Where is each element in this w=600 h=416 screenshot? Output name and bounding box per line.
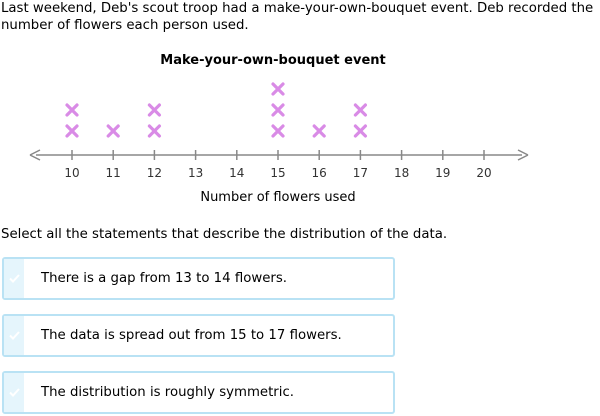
tick-label: 17 [352, 166, 369, 180]
option-label: The data is spread out from 15 to 17 flowers. [41, 328, 342, 343]
tick-label: 12 [146, 166, 163, 180]
x-mark [273, 126, 283, 136]
check-icon [4, 316, 24, 355]
option-spread-15-17[interactable] [2, 314, 395, 357]
x-mark [108, 126, 118, 136]
option-gap-13-14[interactable] [2, 257, 395, 300]
x-mark [355, 105, 365, 115]
x-mark [355, 126, 365, 136]
question-text: Select all the statements that describe the distribution of the data. [1, 227, 448, 242]
tick-label: 14 [229, 166, 245, 180]
tick-label: 11 [105, 166, 121, 180]
x-mark [67, 126, 77, 136]
intro-text: Last weekend, Deb's scout troop had a make-your-own-bouquet event. Deb recorded the number of flowers each person used. [1, 1, 594, 33]
tick-label: 16 [311, 166, 327, 180]
x-mark [67, 105, 77, 115]
tick-label: 20 [476, 166, 492, 180]
plot-marks [67, 84, 365, 136]
tick-label: 10 [64, 166, 80, 180]
option-label: There is a gap from 13 to 14 flowers. [41, 271, 288, 286]
chart-title: Make-your-own-bouquet event [160, 53, 386, 68]
tick-label: 15 [270, 166, 286, 180]
tick-label: 19 [435, 166, 451, 180]
option-roughly-symmetric[interactable] [2, 371, 395, 414]
x-axis-label: Number of flowers used [200, 190, 356, 205]
x-mark [149, 126, 159, 136]
tick-label: 18 [393, 166, 410, 180]
x-mark [314, 126, 324, 136]
x-mark [273, 105, 283, 115]
option-label: The distribution is roughly symmetric. [41, 385, 294, 400]
dot-plot [0, 45, 600, 215]
tick-label: 13 [187, 166, 204, 180]
check-icon [4, 259, 24, 298]
x-mark [149, 105, 159, 115]
x-mark [273, 84, 283, 94]
check-icon [4, 373, 24, 412]
